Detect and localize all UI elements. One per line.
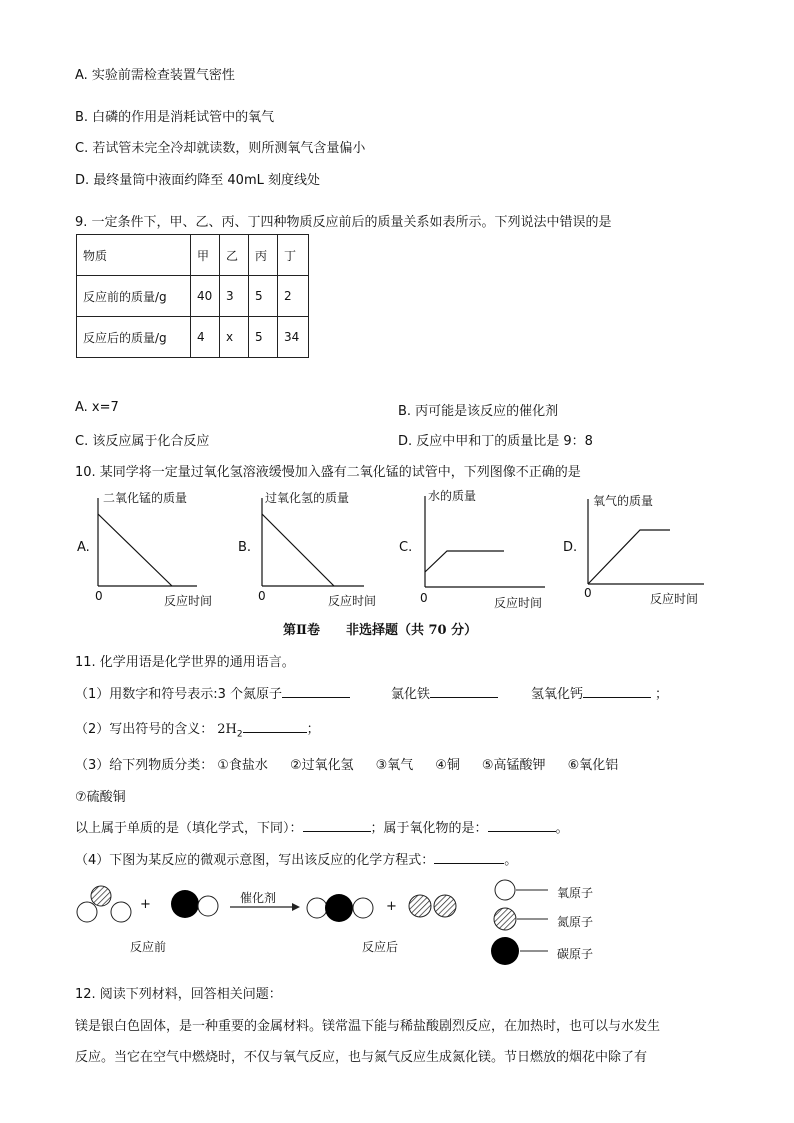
q11-p1-label: （1）用数字和符号表示:3 个氮原子 xyxy=(75,687,283,702)
after-label: 反应后 xyxy=(362,940,399,954)
oxygen-atom xyxy=(77,902,97,922)
q11-p2-end: ； xyxy=(306,722,320,737)
table-row xyxy=(77,317,309,358)
table-cell: 4 xyxy=(191,317,220,358)
table-cell: 3 xyxy=(220,276,249,317)
q9-stem: 9. 一定条件下，甲、乙、丙、丁四种物质反应前后的质量关系如表所示。下列说法中错误的是 xyxy=(75,215,612,230)
graph-b-origin: 0 xyxy=(258,589,266,603)
graph-line xyxy=(588,530,670,584)
nitrogen-atom-icon xyxy=(494,908,516,930)
q11-p2-label: （2）写出符号的含义： xyxy=(75,722,214,737)
q9-option-c: C. 该反应属于化合反应 xyxy=(75,434,210,449)
graph-line xyxy=(98,514,172,586)
q9-option-d: D. 反应中甲和丁的质量比是 9：8 xyxy=(398,434,593,449)
q11-p3-item: ③氧气 xyxy=(375,758,414,773)
q11-p2-formula: 2H xyxy=(217,722,237,737)
q12-stem: 12. 阅读下列材料，回答相关问题： xyxy=(75,987,282,1002)
q11-p4-end: 。 xyxy=(504,853,518,868)
q8-option-c: C. 若试管未完全冷却就读数，则所测氧气含量偏小 xyxy=(75,141,366,156)
graph-c-plot xyxy=(419,494,549,594)
graph-d-plot xyxy=(582,497,708,589)
graph-line xyxy=(262,514,334,586)
table-cell: 34 xyxy=(278,317,309,358)
answer-blank[interactable] xyxy=(583,683,651,698)
graph-c-xlabel: 反应时间 xyxy=(494,596,543,610)
graph-c-origin: 0 xyxy=(420,591,428,605)
legend-carbon: 碳原子 xyxy=(557,947,594,961)
nitrogen-atom xyxy=(91,886,111,906)
q9-table xyxy=(76,234,309,358)
answer-blank[interactable] xyxy=(282,683,350,698)
part2-title: 第Ⅱ卷 非选择题（共 70 分） xyxy=(283,623,478,638)
table-cell: 乙 xyxy=(220,235,249,276)
table-cell: 甲 xyxy=(191,235,220,276)
oxygen-atom xyxy=(353,898,373,918)
q9-option-a: A. x=7 xyxy=(75,400,119,415)
table-cell: 40 xyxy=(191,276,220,317)
q11-p3-question xyxy=(75,817,569,836)
answer-blank[interactable] xyxy=(434,849,504,864)
carbon-atom xyxy=(171,890,199,918)
table-cell: 丙 xyxy=(249,235,278,276)
nitrogen-atom xyxy=(409,895,431,917)
graph-d-origin: 0 xyxy=(584,586,592,600)
q11-p1-end: ； xyxy=(655,687,669,702)
graph-d-ylabel: 氧气的质量 xyxy=(593,494,654,508)
table-cell: 丁 xyxy=(278,235,309,276)
q11-p3-q-sep: ；属于氧化物的是： xyxy=(370,821,488,836)
graph-b-letter: B. xyxy=(238,540,252,555)
legend-oxygen: 氧原子 xyxy=(557,886,594,900)
table-cell: 反应后的质量/g xyxy=(77,317,191,358)
graph-b-ylabel: 过氧化氢的质量 xyxy=(265,491,350,505)
arrow-head-icon xyxy=(292,903,300,911)
q11-part4 xyxy=(75,849,517,868)
q11-p3-item: ⑥氧化铝 xyxy=(567,758,619,773)
q11-p3-item7: ⑦硫酸铜 xyxy=(75,790,126,805)
table-cell: 物质 xyxy=(77,235,191,276)
q11-p3-item: ①食盐水 xyxy=(217,758,268,773)
oxygen-atom-icon xyxy=(495,880,515,900)
graph-a-letter: A. xyxy=(77,540,90,555)
table-cell: x xyxy=(220,317,249,358)
oxygen-atom xyxy=(111,902,131,922)
q11-part2 xyxy=(75,718,320,740)
graph-line xyxy=(425,551,504,572)
graph-c-letter: C. xyxy=(399,540,413,555)
table-row xyxy=(77,276,309,317)
atom-legend xyxy=(488,877,558,969)
q12-para-line2: 反应。当它在空气中燃烧时，不仅与氧气反应，也与氮气反应生成氮化镁。节日燃放的烟花中除了有 xyxy=(75,1050,648,1065)
q8-option-b: B. 白磷的作用是消耗试管中的氧气 xyxy=(75,110,275,125)
oxygen-atom xyxy=(198,896,218,916)
molecule-n2o xyxy=(77,886,131,922)
graph-b-plot xyxy=(256,496,368,596)
answer-blank[interactable] xyxy=(488,817,556,832)
graph-d-letter: D. xyxy=(563,540,578,555)
before-label: 反应前 xyxy=(130,940,167,954)
q11-p2-sub: 2 xyxy=(236,729,243,740)
graph-a-plot xyxy=(92,496,202,596)
catalyst-label: 催化剂 xyxy=(240,891,277,905)
q12-para-line1: 镁是银白色固体，是一种重要的金属材料。镁常温下能与稀盐酸剧烈反应，在加热时，也可以与水发生 xyxy=(75,1019,661,1034)
q9-option-b: B. 丙可能是该反应的催化剂 xyxy=(398,404,559,419)
q11-p3-item: ④铜 xyxy=(435,758,460,773)
graph-a-origin: 0 xyxy=(95,589,103,603)
q11-part3 xyxy=(75,754,695,773)
graph-c-ylabel: 水的质量 xyxy=(428,489,477,503)
legend-nitrogen: 氮原子 xyxy=(557,915,594,929)
table-cell: 反应前的质量/g xyxy=(77,276,191,317)
nitrogen-atom xyxy=(434,895,456,917)
q11-part1 xyxy=(75,683,350,702)
q11-p1-c-label: 氢氧化钙 xyxy=(531,687,584,702)
q11-p3-item: ②过氧化氢 xyxy=(289,758,354,773)
q11-p1-b-label: 氯化铁 xyxy=(391,687,431,702)
q11-p3-label: （3）给下列物质分类： xyxy=(75,758,214,773)
answer-blank[interactable] xyxy=(303,817,371,832)
table-cell: 5 xyxy=(249,276,278,317)
plus-sign: + xyxy=(386,899,397,914)
q11-stem: 11. 化学用语是化学世界的通用语言。 xyxy=(75,655,295,670)
graph-a-ylabel: 二氧化锰的质量 xyxy=(103,491,188,505)
answer-blank[interactable] xyxy=(430,683,498,698)
q11-p3-q-end: 。 xyxy=(555,821,569,836)
q11-p3-item: ⑤高锰酸钾 xyxy=(481,758,546,773)
oxygen-atom xyxy=(307,898,327,918)
q11-p1-c xyxy=(531,683,668,702)
carbon-atom-icon xyxy=(491,937,519,965)
graph-a-xlabel: 反应时间 xyxy=(164,594,213,608)
plus-sign: + xyxy=(140,897,151,912)
graph-d-xlabel: 反应时间 xyxy=(650,592,699,606)
table-row xyxy=(77,235,309,276)
table-cell: 5 xyxy=(249,317,278,358)
q10-stem: 10. 某同学将一定量过氧化氢溶液缓慢加入盛有二氧化锰的试管中，下列图像不正确的是 xyxy=(75,465,581,480)
q11-p4-text: （4）下图为某反应的微观示意图，写出该反应的化学方程式： xyxy=(75,853,435,868)
q11-p3-q-a: 以上属于单质的是（填化学式，下同）： xyxy=(75,821,303,836)
table-cell: 2 xyxy=(278,276,309,317)
molecule-co xyxy=(171,890,218,918)
q8-option-a: A. 实验前需检查装置气密性 xyxy=(75,68,235,83)
q11-p1-b xyxy=(391,683,498,702)
q8-option-d: D. 最终量筒中液面约降至 40mL 刻度线处 xyxy=(75,173,320,188)
molecule-n2 xyxy=(409,895,456,917)
answer-blank[interactable] xyxy=(243,718,307,733)
graph-b-xlabel: 反应时间 xyxy=(328,594,377,608)
carbon-atom xyxy=(325,894,353,922)
molecule-co2 xyxy=(307,894,373,922)
